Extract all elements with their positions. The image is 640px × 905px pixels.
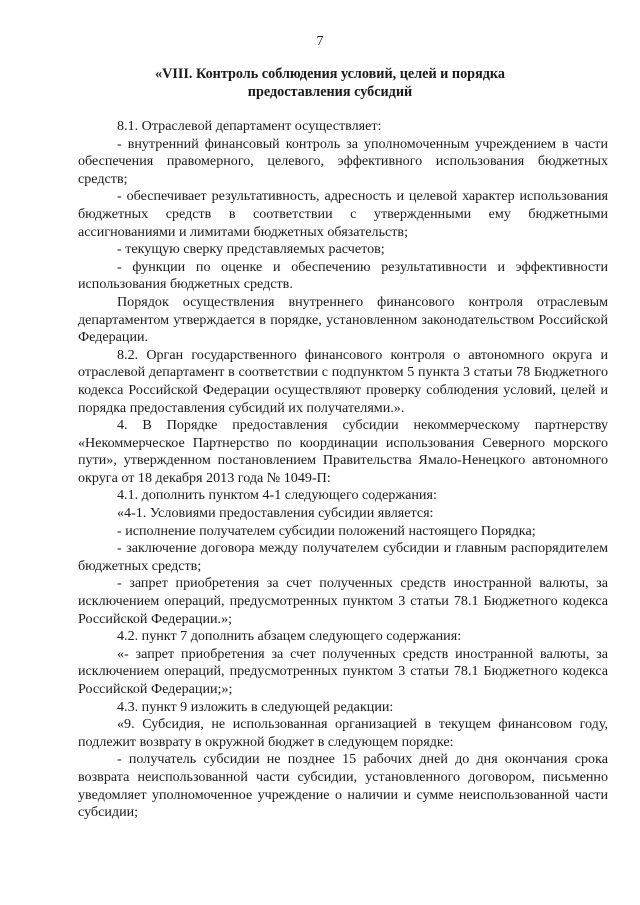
paragraph-agreement: - заключение договора между получателем субсидии и главным распорядителем бюджетных средств;	[78, 540, 608, 574]
paragraph-compliance: - исполнение получателем субсидии положений настоящего Порядка;	[117, 522, 536, 539]
paragraph-evaluation-functions: - функции по оценке и обеспечению результативности и эффективности использования бюджетных средств.	[78, 258, 608, 293]
paragraph-control-procedure: Порядок осуществления внутреннего финансового контроля отраслевым департаментом утверждается в порядке, установленном законодательством Российской Федерации.	[78, 293, 608, 346]
paragraph-9: «9. Субсидия, не использованная организацией в текущем финансовом году, подлежит возврату в окружной бюджет в следующем порядке:	[78, 716, 608, 750]
section-heading-line-2: предоставления субсидий	[247, 83, 413, 100]
paragraph-4-1: 4.1. дополнить пунктом 4-1 следующего содержания:	[117, 487, 437, 504]
page-number: 7	[316, 34, 324, 49]
paragraph-8-1: 8.1. Отраслевой департамент осуществляет:	[117, 118, 382, 134]
paragraph-notification: - получатель субсидии не позднее 15 рабочих дней до дня окончания срока возврата неиспользованной части субсидии, установленного договором, письменно уведомляет уполномоченное учреждение о наличии и сумме неиспользованной части субсидии;	[78, 751, 608, 821]
paragraph-currency-ban: - запрет приобретения за счет полученных средств иностранной валюты, за исключением операций, предусмотренных пунктом 3 статьи 78.1 Бюджетного кодекса Российской Федерации.»;	[78, 575, 608, 627]
paragraph-ensures-effectiveness: - обеспечивает результативность, адресность и целевой характер использования бюджетных средств в соответствии с утвержденными ему бюджетными ассигнованиями и лимитами бюджетных обязательств;	[78, 188, 608, 240]
paragraph-4: 4. В Порядке предоставления субсидии некоммерческому партнерству «Некоммерческое Партнерство по координации использования Северного морского пути», утвержденном постановлением Правительства Ямало-Ненецкого автономного округа от 18 декабря 2013 года № 1049-П:	[78, 417, 608, 486]
document-body	[78, 118, 608, 822]
paragraph-4-1-conditions: «4-1. Условиями предоставления субсидии является:	[117, 505, 434, 522]
paragraph-8-2: 8.2. Орган государственного финансового контроля о автономного округа и отраслевой департамент в соответствии с подпунктом 5 пункта 3 статьи 78 Бюджетного кодекса Российской Федерации осуществляют проверку соблюдения условий, целей и порядка предоставления субсидий их получателями.».	[78, 346, 608, 416]
section-heading	[120, 66, 540, 101]
paragraph-current-reconciliation: - текущую сверку представляемых расчетов;	[117, 241, 385, 258]
paragraph-4-2-text: «- запрет приобретения за счет полученных средств иностранной валюты, за исключением операций, предусмотренных пунктом 3 статьи 78.1 Бюджетного кодекса Российской Федерации;»;	[78, 645, 608, 697]
paragraph-4-3: 4.3. пункт 9 изложить в следующей редакции:	[117, 698, 394, 715]
paragraph-4-2: 4.2. пункт 7 дополнить абзацем следующего содержания:	[117, 628, 462, 645]
section-heading-line-1: «VIII. Контроль соблюдения условий, целей и порядка	[155, 66, 505, 82]
paragraph-internal-control: - внутренний финансовый контроль за уполномоченным учреждением в части обеспечения правомерного, целевого, эффективного использования бюджетных средств;	[78, 135, 608, 187]
